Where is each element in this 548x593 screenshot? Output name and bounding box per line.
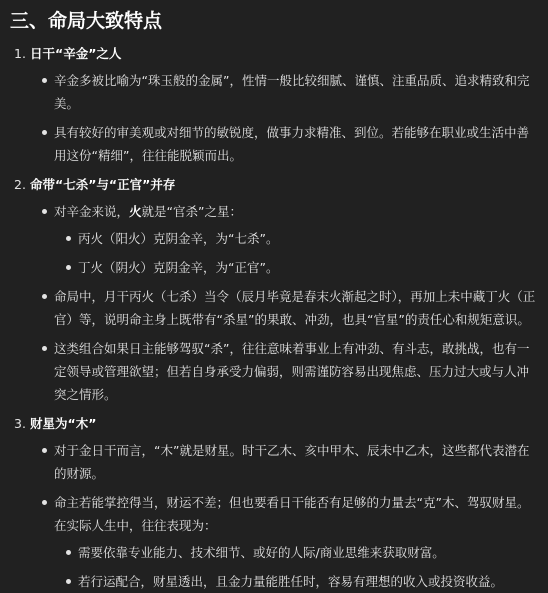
section-2 xyxy=(10,173,538,406)
section-1 xyxy=(10,42,538,167)
section-number: 1. xyxy=(14,46,26,61)
list-item: 这类组合如果日主能够驾驭“杀”，往往意味着事业上有冲劲、有斗志，敢挑战，也有一定领导或管理欲望；但若自身承受力偏弱，则需谨防容易出现焦虑、压力过大或与人冲突之情形。 xyxy=(30,337,538,406)
list-item-text: 对辛金来说， xyxy=(54,204,130,219)
list-item-text: 就是“官杀”之星： xyxy=(141,204,242,219)
section-heading: 三、命局大致特点 xyxy=(10,10,163,32)
list-item: 命局中，月干丙火（七杀）当令（辰月毕竟是春末火渐起之时），再加上未中藏丁火（正官）等，说明命主身上既带有“杀星”的果敢、冲劲，也具“官星”的责任心和规矩意识。 xyxy=(30,285,538,331)
bullet-list xyxy=(30,200,538,406)
list-item xyxy=(30,491,538,593)
sub-list-item: 若行运配合，财星透出，且金力量能胜任时，容易有理想的收入或投资收益。 xyxy=(54,570,538,593)
section-title: 命带“七杀”与“正官”并存 xyxy=(30,177,176,192)
list-item-text: 命主若能掌控得当，财运不差；但也要看日干能否有足够的力量去“克”木、驾驭财星。在实际人生中，往往表现为： xyxy=(54,495,530,533)
sub-list-item: 需要依靠专业能力、技术细节、或好的人际/商业思维来获取财富。 xyxy=(54,541,538,564)
bullet-list xyxy=(30,439,538,593)
section-title: 财星为“木” xyxy=(30,416,97,431)
section-number: 3. xyxy=(14,416,26,431)
sub-list-item: 丁火（阴火）克阴金辛，为“正官”。 xyxy=(54,256,538,279)
list-item xyxy=(30,200,538,279)
list-item: 辛金多被比喻为“珠玉般的金属”，性情一般比较细腻、谨慎、注重品质、追求精致和完美。 xyxy=(30,69,538,115)
sub-bullet-list xyxy=(54,541,538,593)
section-number: 2. xyxy=(14,177,26,192)
list-item: 对于金日干而言，“木”就是财星。时干乙木、亥中甲木、辰未中乙木，这些都代表潜在的财源。 xyxy=(30,439,538,485)
bullet-list xyxy=(30,69,538,167)
section-title: 日干“辛金”之人 xyxy=(30,46,122,61)
sub-list-item: 丙火（阳火）克阴金辛，为“七杀”。 xyxy=(54,227,538,250)
list-item-bold: 火 xyxy=(129,204,142,219)
section-3 xyxy=(10,412,538,593)
sub-bullet-list xyxy=(54,227,538,279)
list-item: 具有较好的审美观或对细节的敏锐度，做事力求精准、到位。若能够在职业或生活中善用这份“精细”，往往能脱颖而出。 xyxy=(30,121,538,167)
